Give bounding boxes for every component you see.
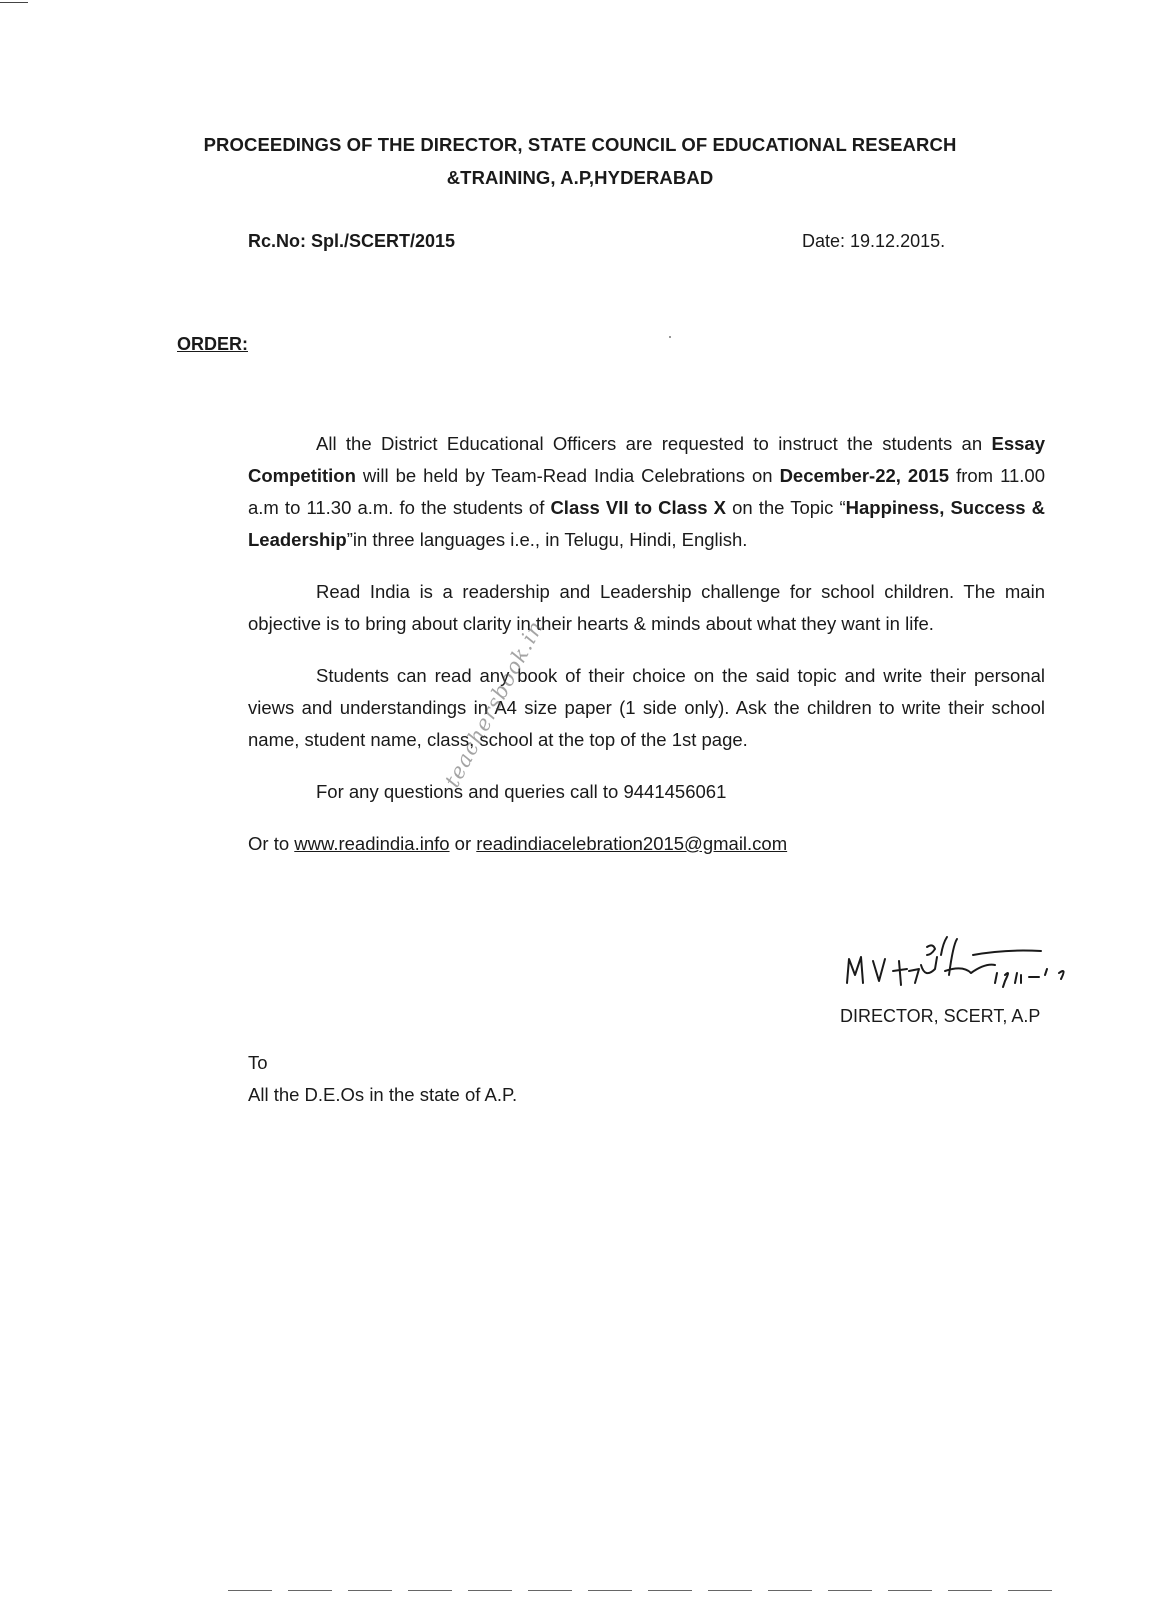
para1-text-4: on the Topic “ xyxy=(725,497,846,518)
paragraph-read-india: Read India is a readership and Leadership challenge for school children. The main objective is to bring about clarity in their hearts & minds about what they want in life. xyxy=(248,581,1045,634)
para1-text-5: ”in three languages i.e., in Telugu, Hindi, English. xyxy=(346,529,748,550)
heading-line-2: &TRAINING, A.P,HYDERABAD xyxy=(446,167,714,188)
contact-or: or xyxy=(449,833,477,854)
scan-speck xyxy=(669,336,671,338)
heading-line-1: PROCEEDINGS OF THE DIRECTOR, STATE COUNCIL OF EDUCATIONAL RESEARCH xyxy=(203,134,957,155)
document-heading xyxy=(150,128,1010,194)
handwritten-signature xyxy=(845,935,1115,1010)
para1-text-3: from 11.00 a.m to 11.30 a.m. fo the students of xyxy=(248,465,1046,518)
paragraph-competition xyxy=(248,428,1045,556)
reference-number: Rc.No: Spl./SCERT/2015 xyxy=(248,231,456,251)
email-link[interactable]: readindiacelebration2015@gmail.com xyxy=(476,833,788,854)
para1-bold-3: Class VII to Class X xyxy=(550,497,726,518)
recipients: All the D.E.Os in the state of A.P. xyxy=(248,1084,518,1105)
website-link[interactable]: www.readindia.info xyxy=(294,833,450,854)
contact-prefix: Or to xyxy=(248,833,295,854)
scan-bottom-edge xyxy=(228,1590,1068,1591)
para1-bold-1: Essay Competition xyxy=(248,433,1045,486)
recipient-block xyxy=(248,1047,517,1111)
watermark-text: teachersbook.in xyxy=(440,616,549,792)
order-body xyxy=(248,428,1045,880)
document-date: Date: 19.12.2015. xyxy=(802,231,946,251)
para1-text-2: will be held by Team-Read India Celebrations on xyxy=(355,465,780,486)
scan-corner-mark xyxy=(0,2,28,3)
para1-bold-4: Happiness, Success & Leadership xyxy=(248,497,1045,550)
paragraph-instructions: Students can read any book of their choice on the said topic and write their personal views and understandings in A4 size paper (1 side only). Ask the children to write their school name, student name, class, school at the top of the 1st page. xyxy=(248,665,1045,750)
para1-text-1: All the District Educational Officers are requested to instruct the students an xyxy=(316,433,992,454)
paragraph-contact xyxy=(248,828,1045,860)
paragraph-queries: For any questions and queries call to 9441456061 xyxy=(316,781,727,802)
signatory-designation: DIRECTOR, SCERT, A.P xyxy=(840,1006,1041,1026)
order-label: ORDER: xyxy=(177,334,248,354)
para1-bold-2: December-22, 2015 xyxy=(779,465,950,486)
to-label: To xyxy=(248,1052,268,1073)
